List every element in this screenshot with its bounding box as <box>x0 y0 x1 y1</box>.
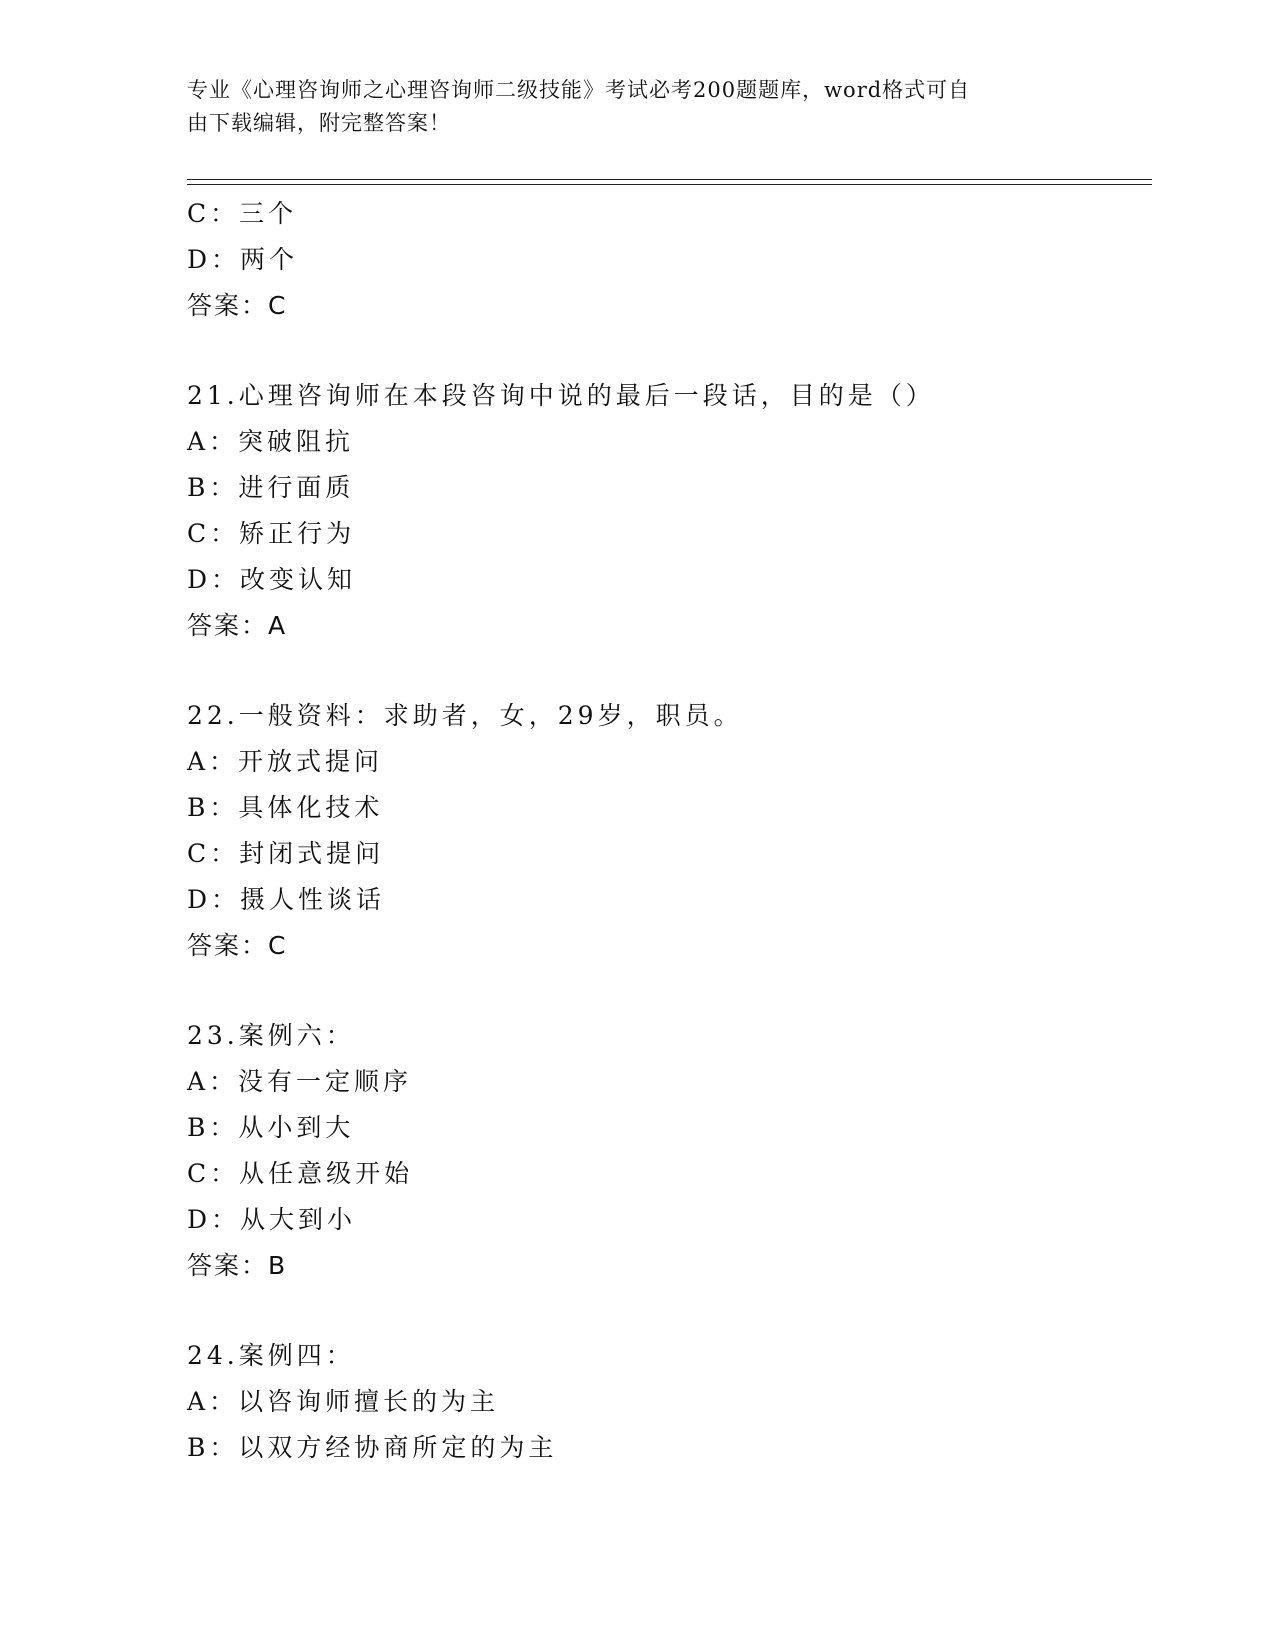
question-block-20-continued <box>187 191 1147 329</box>
option-b: B：以双方经协商所定的为主 <box>187 1433 558 1462</box>
option-a: A：开放式提问 <box>187 747 384 776</box>
question-text: 23.案例六： <box>187 1021 355 1050</box>
answer-line: 答案：B <box>187 1251 288 1280</box>
option-d: D：从大到小 <box>187 1205 357 1234</box>
document-header <box>187 74 1087 140</box>
option-d: D：两个 <box>187 245 299 274</box>
question-text: 21.心理咨询师在本段咨询中说的最后一段话，目的是（） <box>187 381 935 410</box>
question-block-21 <box>187 373 1147 649</box>
option-a: A：突破阻抗 <box>187 427 355 456</box>
question-block-23 <box>187 1013 1147 1289</box>
answer-line: 答案：C <box>187 931 288 960</box>
option-d: D：改变认知 <box>187 565 357 594</box>
header-title-line-1: 专业《心理咨询师之心理咨询师二级技能》考试必考200题题库，word格式可自 <box>187 78 971 102</box>
answer-line: 答案：A <box>187 611 288 640</box>
option-c: C：矫正行为 <box>187 519 356 548</box>
question-block-24 <box>187 1333 1147 1471</box>
option-d: D：摄人性谈话 <box>187 885 386 914</box>
option-a: A：以咨询师擅长的为主 <box>187 1387 500 1416</box>
option-a: A：没有一定顺序 <box>187 1067 413 1096</box>
option-c: C：三个 <box>187 199 298 228</box>
option-b: B：进行面质 <box>187 473 355 502</box>
question-list <box>187 191 1147 1471</box>
question-text: 22.一般资料：求助者，女，29岁，职员。 <box>187 701 743 730</box>
header-divider-top <box>187 179 1152 180</box>
option-b: B：从小到大 <box>187 1113 355 1142</box>
option-c: C：封闭式提问 <box>187 839 385 868</box>
header-divider-bottom <box>187 184 1152 185</box>
question-text: 24.案例四： <box>187 1341 355 1370</box>
answer-line: 答案：C <box>187 291 288 320</box>
question-block-22 <box>187 693 1147 969</box>
option-b: B：具体化技术 <box>187 793 384 822</box>
header-title-line-2: 由下载编辑，附完整答案！ <box>187 111 451 135</box>
option-c: C：从任意级开始 <box>187 1159 414 1188</box>
